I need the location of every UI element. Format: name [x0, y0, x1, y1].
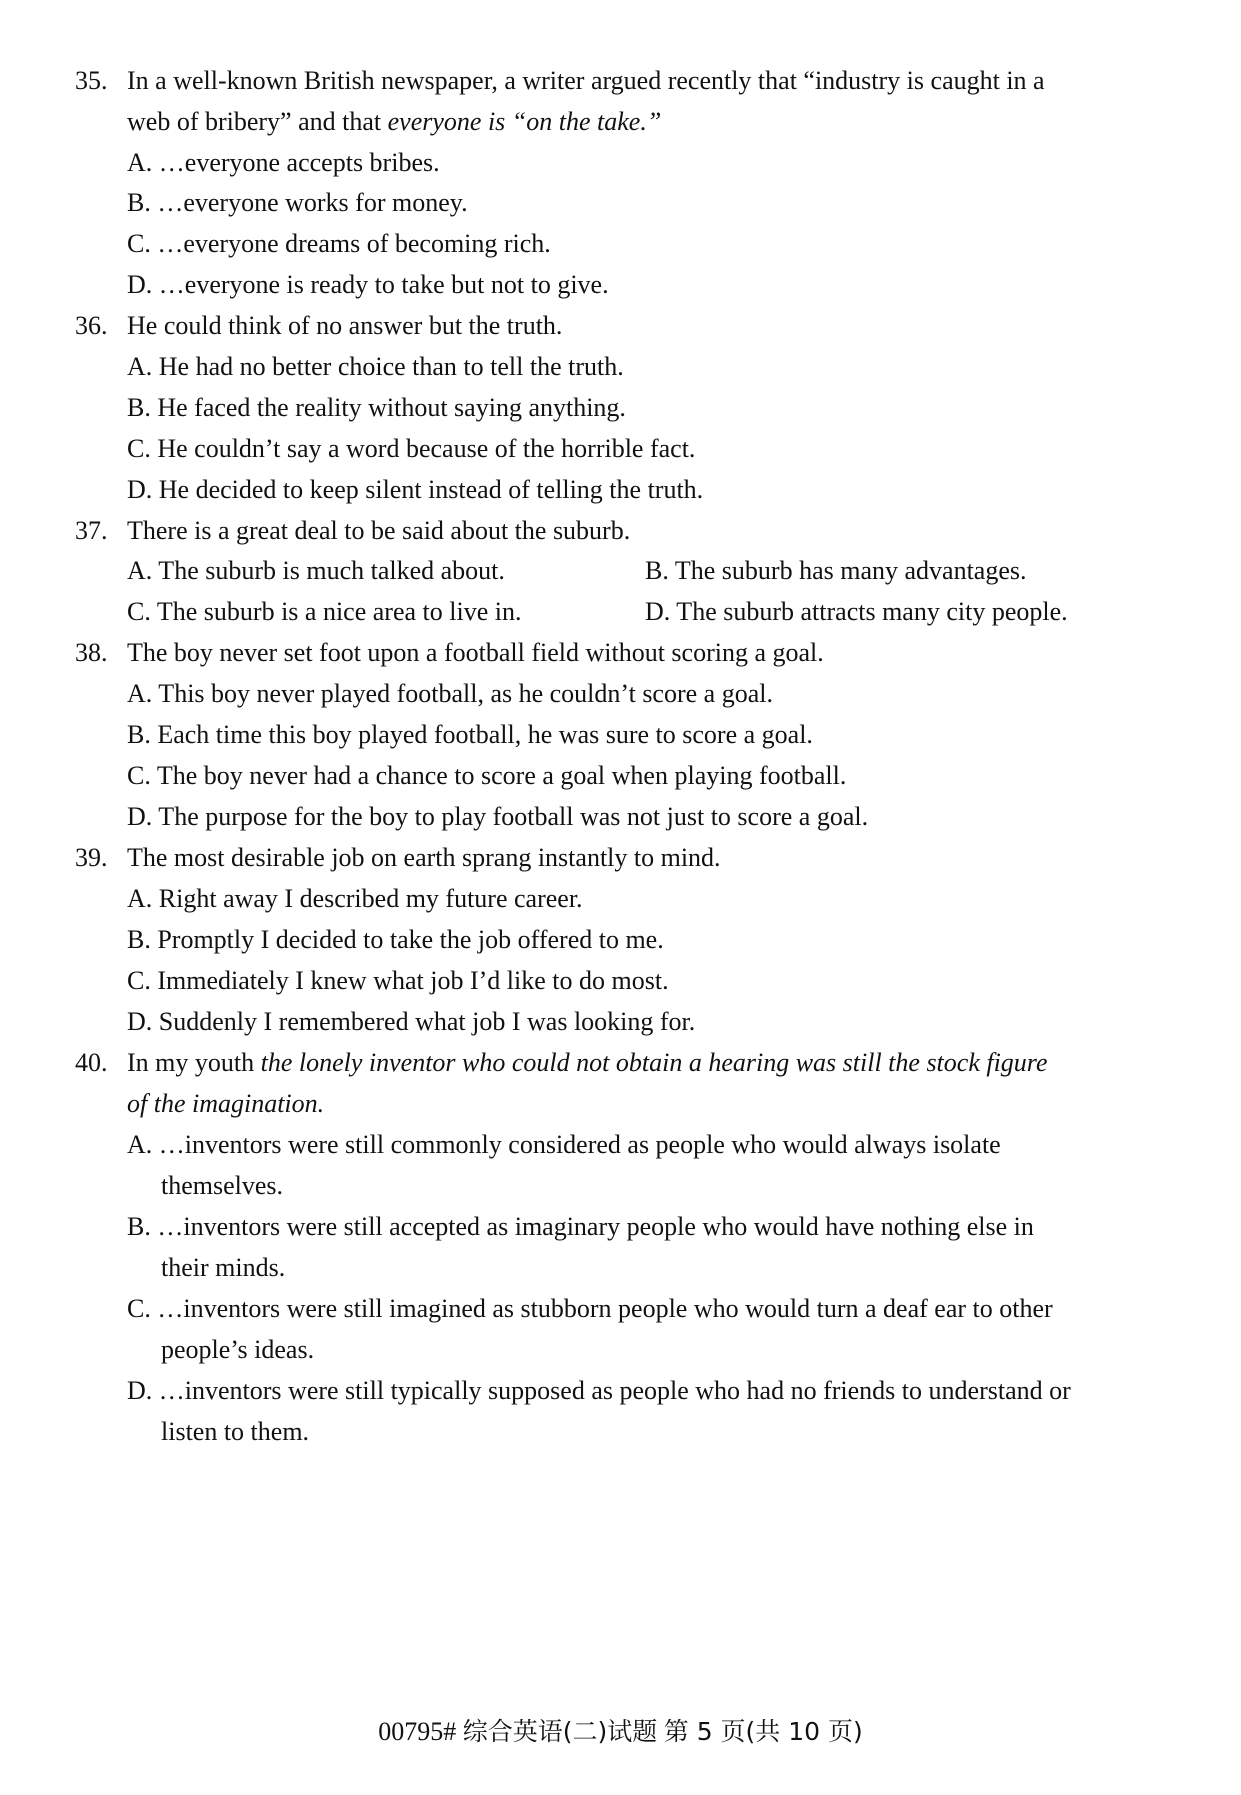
option-c: C. The suburb is a nice area to live in.	[127, 597, 522, 626]
option-d: D. The suburb attracts many city people.	[645, 597, 1068, 626]
option-text-line: …inventors were still accepted as imaginary people who would have nothing else in	[157, 1212, 1034, 1241]
option-d: D. The purpose for the boy to play football was not just to score a goal.	[127, 802, 869, 831]
question-number: 36.	[75, 311, 108, 340]
question-stem: He could think of no answer but the truth.	[127, 311, 563, 340]
option-c: C. He couldn’t say a word because of the horrible fact.	[127, 434, 696, 463]
option-text-line: listen to them.	[161, 1417, 310, 1446]
option-b: B. The suburb has many advantages.	[645, 556, 1027, 585]
option-label: C.	[127, 1294, 151, 1323]
option-text-line: …inventors were still imagined as stubborn people who would turn a deaf ear to other	[157, 1294, 1053, 1323]
option-c: C. Immediately I knew what job I’d like to do most.	[127, 966, 669, 995]
option-d: D. …everyone is ready to take but not to give.	[127, 270, 609, 299]
option-d: D. Suddenly I remembered what job I was looking for.	[127, 1007, 696, 1036]
option-a: A. This boy never played football, as he couldn’t score a goal.	[127, 679, 773, 708]
question-stem-line: web of bribery” and that everyone is “on the take.”	[127, 107, 662, 136]
option-a: A. The suburb is much talked about.	[127, 556, 505, 585]
question-number: 35.	[75, 66, 108, 95]
option-label: A.	[127, 1130, 153, 1159]
question-number: 37.	[75, 516, 108, 545]
exam-title: 综合英语(二)试题	[462, 1717, 658, 1746]
option-label: D.	[127, 1376, 153, 1405]
option-b: B. …everyone works for money.	[127, 188, 468, 217]
option-text-line: …inventors were still typically supposed as people who had no friends to understand or	[158, 1376, 1071, 1405]
exam-code: 00795#	[378, 1717, 457, 1746]
option-c: C. …everyone dreams of becoming rich.	[127, 229, 551, 258]
question-number: 38.	[75, 638, 108, 667]
question-stem-line: In a well-known British newspaper, a writer argued recently that “industry is caught in a	[127, 66, 1045, 95]
question-stem: The most desirable job on earth sprang instantly to mind.	[127, 843, 721, 872]
option-a: A. Right away I described my future career.	[127, 884, 583, 913]
option-b: B. Each time this boy played football, he was sure to score a goal.	[127, 720, 813, 749]
option-label: B.	[127, 1212, 151, 1241]
question-stem-line: In my youth the lonely inventor who could not obtain a hearing was still the stock figure	[127, 1048, 1048, 1077]
question-number: 39.	[75, 843, 108, 872]
page-footer	[0, 1712, 1241, 1748]
question-number: 40.	[75, 1048, 108, 1077]
question-stem-line: of the imagination.	[127, 1089, 325, 1118]
option-c: C. The boy never had a chance to score a goal when playing football.	[127, 761, 847, 790]
option-a: A. …everyone accepts bribes.	[127, 148, 440, 177]
option-b: B. Promptly I decided to take the job offered to me.	[127, 925, 664, 954]
option-text-line: their minds.	[161, 1253, 286, 1282]
option-b: B. He faced the reality without saying anything.	[127, 393, 626, 422]
option-text-line: themselves.	[161, 1171, 284, 1200]
option-text-line: people’s ideas.	[161, 1335, 315, 1364]
page-number: 第 5 页(共 10 页)	[663, 1717, 863, 1746]
option-d: D. He decided to keep silent instead of telling the truth.	[127, 475, 704, 504]
question-stem: The boy never set foot upon a football field without scoring a goal.	[127, 638, 824, 667]
option-text-line: …inventors were still commonly considered as people who would always isolate	[158, 1130, 1001, 1159]
question-stem: There is a great deal to be said about the suburb.	[127, 516, 631, 545]
option-a: A. He had no better choice than to tell the truth.	[127, 352, 624, 381]
